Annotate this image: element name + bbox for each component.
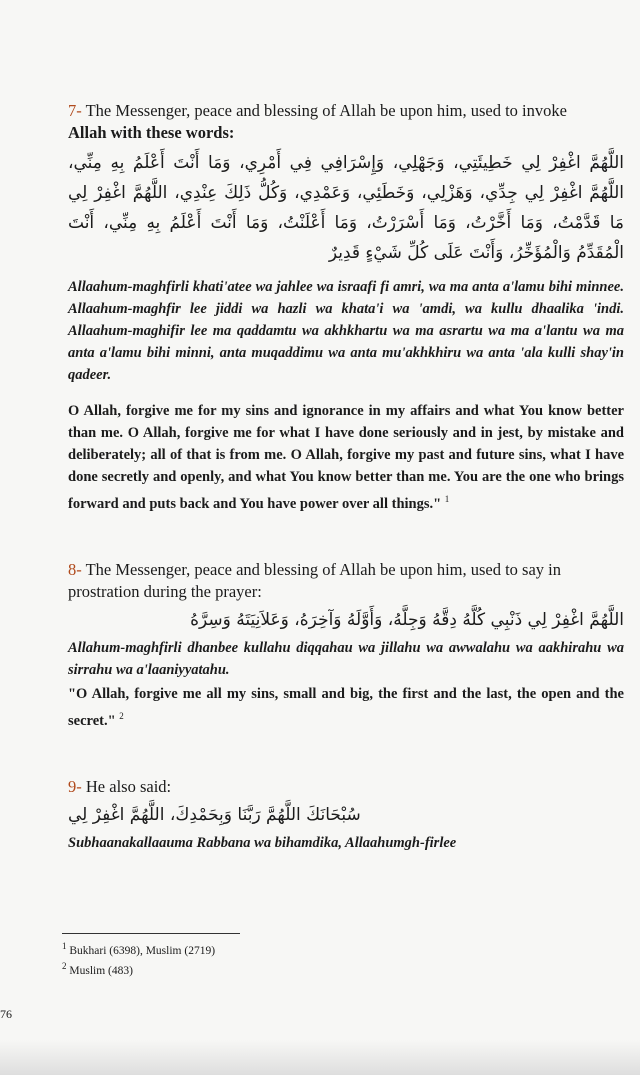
footnote-1-text: Bukhari (6398), Muslim (2719) — [66, 944, 216, 957]
section-8-translation-text: "O Allah, forgive me all my sins, small and big, the first and the last, the open and the secret." — [68, 685, 624, 729]
section-9-transliteration: Subhaanakallaauma Rabbana wa bihamdika, Allaahumgh-firlee — [68, 834, 457, 851]
section-7-heading — [68, 100, 624, 144]
section-9 — [68, 776, 624, 854]
section-8 — [68, 559, 624, 732]
footnote-1 — [62, 939, 462, 959]
section-7-transliteration: Allaahum-maghfirli khati'atee wa jahlee wa israafi fi amri, wa ma anta a'lamu bihi minnee. Allaahum-maghfir lee jiddi wa hazli wa khata'i wa 'amdi, wa kullu dhaalika 'indi. Allaahum-maghifir lee ma qaddamtu wa akhkhartu wa ma asrartu wa ma a'lantu wa ma anta a'lamu bihi minni, anta muqaddimu wa anta mu'akhkhiru wa anta 'ala kulli shay'in qadeer. — [68, 279, 624, 383]
section-7-arabic: اللَّهُمَّ اغْفِرْ لِي خَطِيئَتِي، وَجَهْلِي، وَإِسْرَافِي فِي أَمْرِي، وَمَا أَنْتَ أَعْلَمُ بِهِ مِنِّي، اللَّهُمَّ اغْفِرْ لِي جِدِّي، وَهَزْلِي، وَخَطَئِي، وَعَمْدِي، وَكُلُّ ذَلِكَ عِنْدِي، اللَّهُمَّ اغْفِرْ لِي مَا قَدَّمْتُ، وَمَا أَخَّرْتُ، وَمَا أَسْرَرْتُ، وَمَا أَعْلَنْتُ، وَمَا أَنْتَ أَعْلَمُ بِهِ مِنِّي، أَنْتَ الْمُقَدِّمُ وَالْمُؤَخِّرُ، وَأَنْتَ عَلَى كُلِّ شَيْءٍ قَدِيرٌ — [68, 153, 624, 263]
footnote-divider — [62, 933, 240, 934]
section-7-translation — [68, 400, 624, 515]
section-8-heading-text: The Messenger, peace and blessing of Allah be upon him, used to say in prostration during the prayer: — [68, 559, 562, 601]
footnote-1-marker: 1 — [62, 941, 67, 951]
section-9-heading — [68, 776, 624, 798]
section-8-arabic: اللَّهُمَّ اغْفِرْ لِي ذَنْبِي كُلَّهُ دِقَّهُ وَجِلَّهُ، وَأَوَّلَهُ وَآخِرَهُ، وَعَلاَنِيَتَهُ وَسِرَّهُ — [190, 609, 624, 630]
section-7-heading-text: The Messenger, peace and blessing of Allah be upon him, used to invoke — [81, 101, 567, 120]
section-8-heading — [68, 559, 624, 603]
page-content — [68, 100, 624, 898]
page-number: 76 — [0, 1007, 12, 1021]
page-edge-shadow — [0, 1040, 640, 1075]
section-9-heading-text: He also said: — [81, 776, 172, 796]
footnote-2-text: Muslim (483) — [66, 964, 133, 977]
footnote-ref-1: 1 — [444, 494, 450, 504]
section-7-translation-text: O Allah, forgive me for my sins and ignorance in my affairs and what You know better than me. O Allah, forgive me for what I have done seriously and in jest, by mistake and deliberately; all of that is from me. O Allah, forgive my past and future sins, what I have done secretly and openly, and what You know better than me. You are the one who brings forward and puts back and You have power over all things." — [68, 403, 624, 512]
section-7-number: 7- — [68, 101, 82, 120]
footnote-2 — [62, 959, 462, 979]
section-7 — [68, 100, 624, 515]
footnote-ref-2: 2 — [119, 710, 124, 721]
section-8-translation — [68, 683, 624, 732]
footnote-2-marker: 2 — [62, 960, 67, 971]
section-8-transliteration: Allahum-maghfirli dhanbee kullahu diqqahau wa jillahu wa awwalahu wa aakhirahu wa sirrahu wa a'laaniyyatahu. — [68, 639, 624, 678]
section-8-number: 8- — [68, 559, 82, 579]
section-7-heading-bold: Allah with these words: — [68, 123, 235, 142]
section-9-arabic: سُبْحَانَكَ اللَّهُمَّ رَبَّنَا وَبِحَمْدِكَ، اللَّهُمَّ اغْفِرْ لِي — [68, 804, 361, 825]
section-9-number: 9- — [68, 776, 82, 796]
footnotes — [62, 939, 462, 979]
